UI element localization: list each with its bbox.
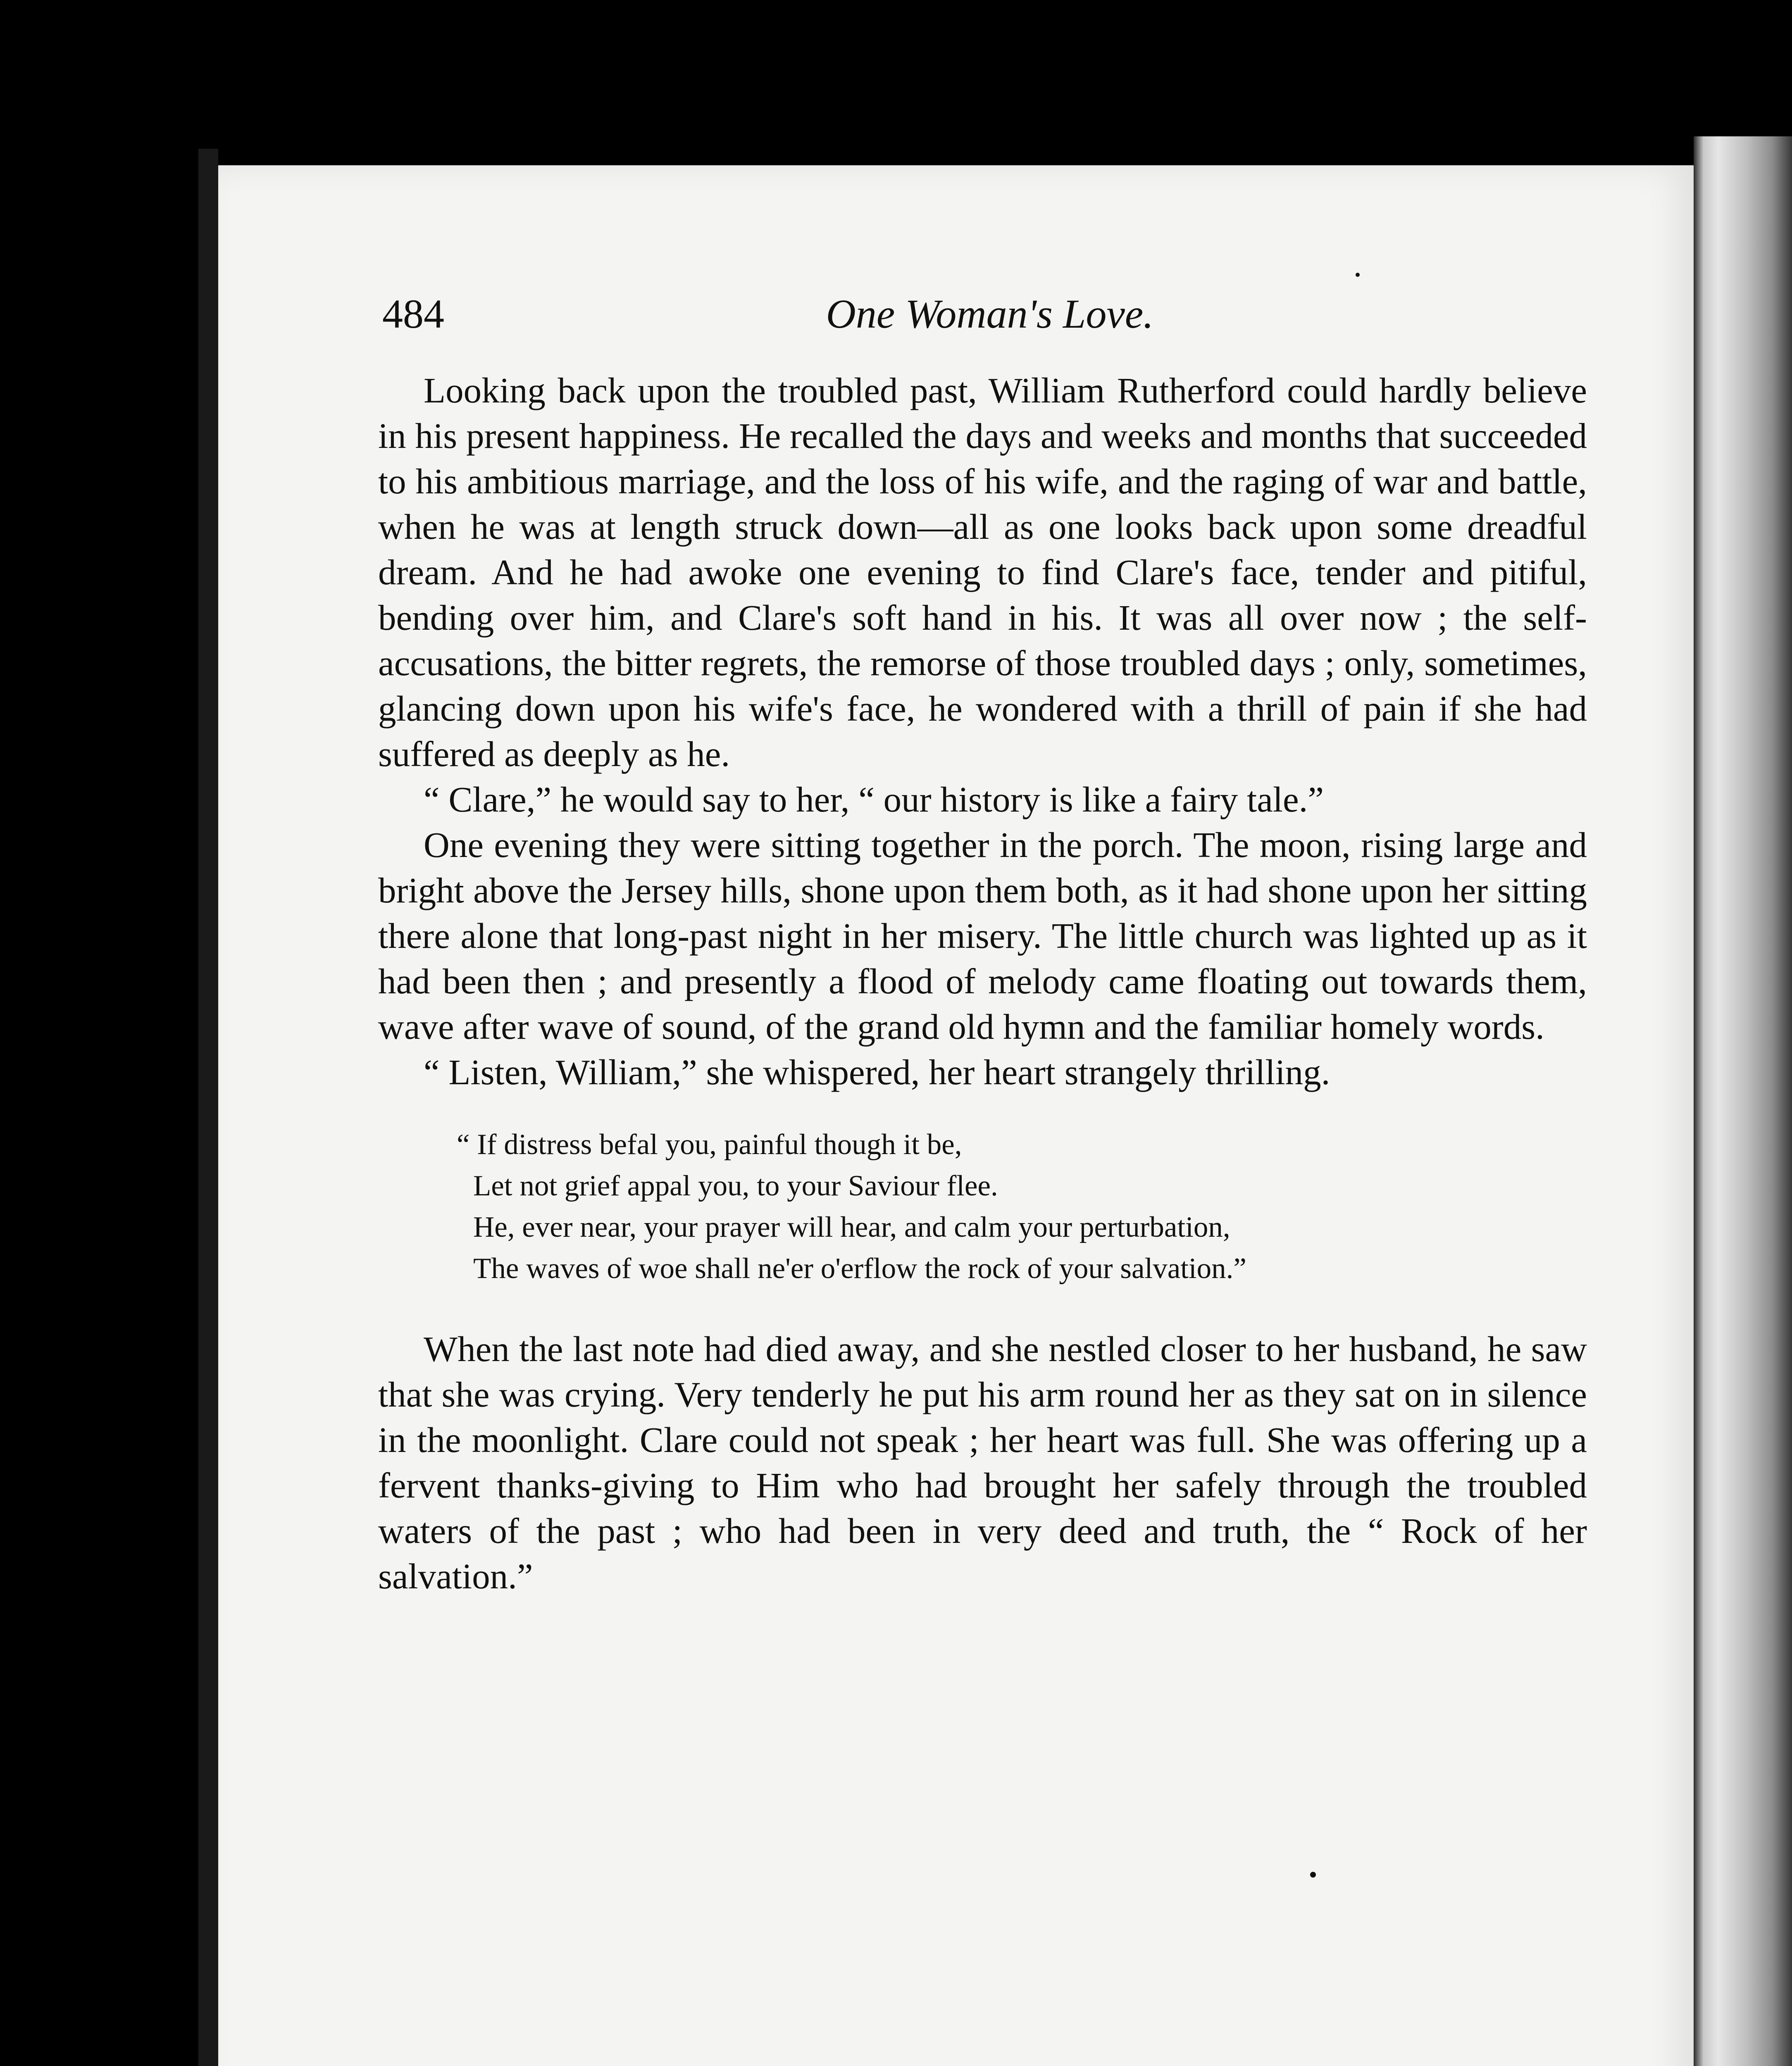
paragraph: One evening they were sitting together in the porch. The moon, rising large and bright above the Jersey hills, shone upon them both, as it had shone upon her sitting there alone that long-past night in her misery. The little church was lighted up as it had been then ; and presently a flood of melody came floating out towards them, wave after wave of sound, of the grand old hymn and the familiar homely words. (378, 825, 1587, 1047)
verse-line: “ If distress befal you, painful though it be, (457, 1128, 962, 1161)
facing-page-edge (1694, 136, 1792, 2066)
verse-line: The waves of woe shall ne'er o'erflow the rock of your salvation.” (473, 1252, 1246, 1285)
paragraph: Looking back upon the troubled past, William Rutherford could hardly believe in his present happiness. He recalled the days and weeks and months that succeeded to his ambitious marriage, and the loss of his wife, and the raging of war and battle, when he was at length struck down—all as one looks back upon some dreadful dream. And he had awoke one evening to find Clare's face, tender and pitiful, bending over him, and Clare's soft hand in his. It was all over now ; the self-accusations, the bitter regrets, the remorse of those troubled days ; only, sometimes, glancing down upon his wife's face, he wondered with a thrill of pain if she had suffered as deeply as he. (378, 370, 1587, 774)
page-body (378, 368, 1587, 1599)
page-number: 484 (382, 291, 444, 337)
page-header (382, 281, 1597, 347)
paper-speck (1310, 1872, 1316, 1878)
hymn-verse (378, 1124, 1587, 1289)
paragraph: “ Listen, William,” she whispered, her heart strangely thrilling. (424, 1052, 1330, 1092)
book-left-edge (198, 149, 218, 2066)
paper-speck (1356, 273, 1360, 277)
running-title: One Woman's Love. (826, 291, 1154, 337)
paragraph: “ Clare,” he would say to her, “ our history is like a fairy tale.” (424, 779, 1324, 819)
verse-line: Let not grief appal you, to your Saviour flee. (473, 1170, 998, 1202)
verse-line: He, ever near, your prayer will hear, and calm your perturbation, (473, 1211, 1230, 1243)
closing-paragraph: When the last note had died away, and she nestled closer to her husband, he saw that she was crying. Very tenderly he put his arm round her as they sat on in silence in the moonlight. Clare could not speak ; her heart was full. She was offering up a fervent thanks-giving to Him who had brought her safely through the troubled waters of the past ; who had been in very deed and truth, the “ Rock of her salvation.” (378, 1329, 1587, 1596)
